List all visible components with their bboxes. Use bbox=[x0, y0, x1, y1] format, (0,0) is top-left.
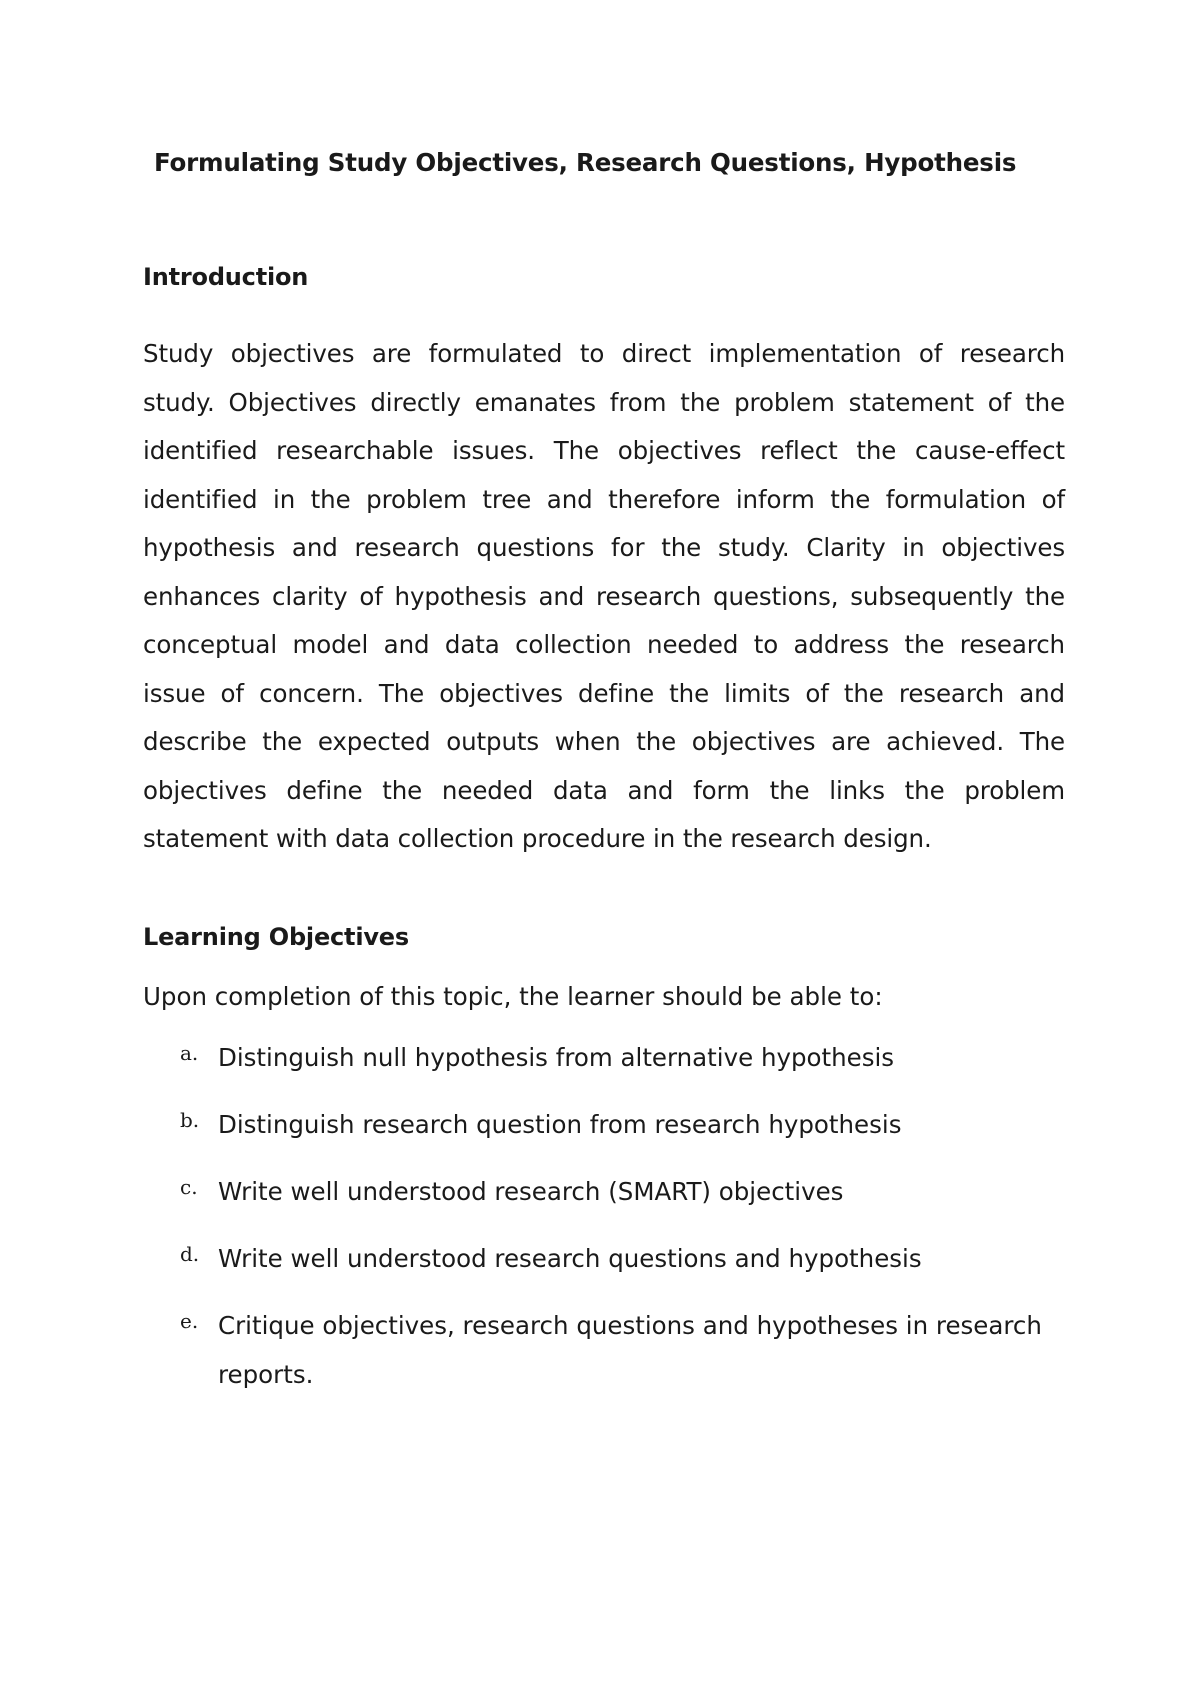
list-marker: c. bbox=[180, 1175, 198, 1199]
list-item-text: Write well understood research questions and hypothesis bbox=[218, 1244, 922, 1273]
learning-objectives-list bbox=[0, 1040, 1200, 1424]
list-item-text: Critique objectives, research questions and hypotheses in research reports. bbox=[218, 1311, 1042, 1389]
list-marker: b. bbox=[180, 1108, 200, 1132]
list-marker: a. bbox=[180, 1041, 199, 1065]
list-marker: d. bbox=[180, 1242, 200, 1266]
learning-objectives-heading: Learning Objectives bbox=[143, 923, 409, 951]
list-marker: e. bbox=[180, 1309, 199, 1333]
list-item bbox=[0, 1301, 1068, 1399]
introduction-paragraph: Study objectives are formulated to direct implementation of research study. Objectives directly emanates from the problem statement of the identified researchable issues. The objectives reflect the cause-effect identified in the problem tree and therefore inform the formulation of hypothesis and research questions for the study. Clarity in objectives enhances clarity of hypothesis and research questions, subsequently the conceptual model and data collection needed to address the research issue of concern. The objectives define the limits of the research and describe the expected outputs when the objectives are achieved. The objectives define the needed data and form the links the problem statement with data collection procedure in the research design. bbox=[143, 339, 1065, 853]
list-item bbox=[0, 1167, 1068, 1216]
learning-objectives-lead: Upon completion of this topic, the learner should be able to: bbox=[143, 982, 883, 1011]
introduction-heading: Introduction bbox=[143, 263, 309, 291]
list-item bbox=[0, 1100, 1068, 1149]
list-item-text: Write well understood research (SMART) objectives bbox=[218, 1177, 844, 1206]
list-item bbox=[0, 1033, 1068, 1082]
list-item bbox=[0, 1234, 1068, 1283]
list-item-text: Distinguish null hypothesis from alternative hypothesis bbox=[218, 1043, 895, 1072]
document-title: Formulating Study Objectives, Research Questions, Hypothesis bbox=[154, 148, 1017, 177]
list-item-text: Distinguish research question from research hypothesis bbox=[218, 1110, 902, 1139]
